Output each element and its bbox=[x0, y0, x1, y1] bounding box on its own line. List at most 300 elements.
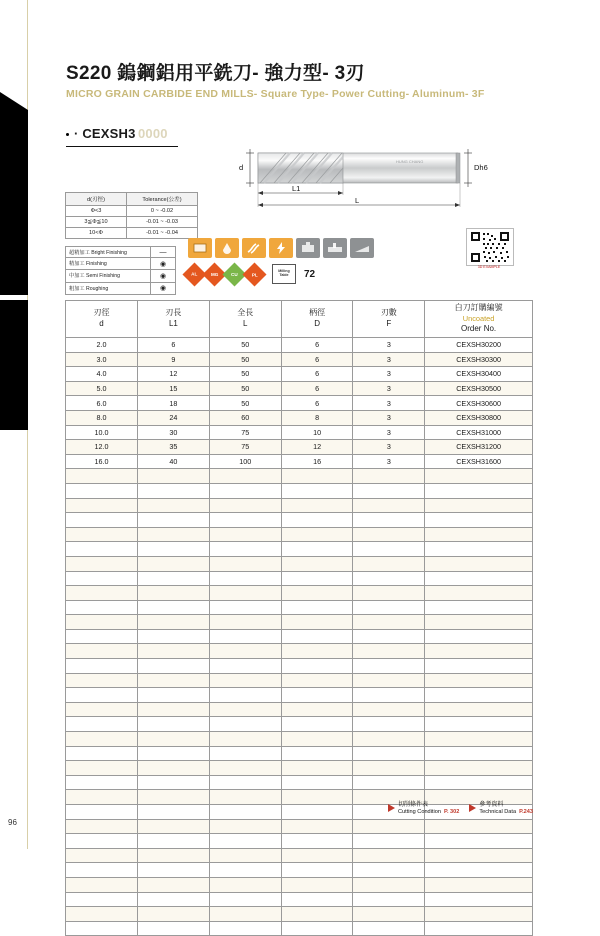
cell-empty bbox=[353, 527, 425, 542]
table-row-empty bbox=[66, 556, 533, 571]
cell-empty bbox=[209, 498, 281, 513]
col-header-flute-length bbox=[138, 301, 210, 338]
cell-empty bbox=[209, 513, 281, 528]
table-row-empty bbox=[66, 819, 533, 834]
table-row-empty bbox=[66, 907, 533, 922]
cell-empty bbox=[209, 688, 281, 703]
cell-empty bbox=[425, 907, 533, 922]
table-row-empty bbox=[66, 483, 533, 498]
table-row-empty bbox=[66, 746, 533, 761]
table-row bbox=[66, 282, 176, 294]
cell-empty bbox=[425, 600, 533, 615]
cell-value: 12 bbox=[281, 440, 353, 455]
tolerance-header-d: d(刃徑) bbox=[66, 193, 127, 206]
cell-empty bbox=[425, 688, 533, 703]
cell-empty bbox=[138, 498, 210, 513]
tolerance-header-tol: Tolerance(公差) bbox=[127, 193, 198, 206]
footer-technical-page: P.243 bbox=[519, 809, 533, 815]
cell-empty bbox=[66, 483, 138, 498]
cell-empty bbox=[425, 702, 533, 717]
cell-empty bbox=[425, 761, 533, 776]
cell-empty bbox=[281, 586, 353, 601]
col-header-shank-diameter bbox=[281, 301, 353, 338]
cell-empty bbox=[209, 673, 281, 688]
cell-empty bbox=[138, 586, 210, 601]
cell-empty bbox=[209, 775, 281, 790]
cell-empty bbox=[425, 863, 533, 878]
cell-value: 35 bbox=[138, 440, 210, 455]
table-row-empty bbox=[66, 921, 533, 936]
cell-empty bbox=[138, 556, 210, 571]
triangle-icon bbox=[469, 804, 476, 812]
cell-value: 12 bbox=[138, 367, 210, 382]
cell-empty bbox=[66, 600, 138, 615]
cell-empty bbox=[138, 673, 210, 688]
cell-value: 75 bbox=[209, 425, 281, 440]
cell-value: 6 bbox=[281, 352, 353, 367]
cell-empty bbox=[138, 863, 210, 878]
cell-empty bbox=[209, 483, 281, 498]
cell-value: 3 bbox=[353, 410, 425, 425]
coolant-icon bbox=[215, 238, 239, 258]
cell-empty bbox=[138, 542, 210, 557]
cell-empty bbox=[209, 732, 281, 747]
cell-empty bbox=[425, 556, 533, 571]
cell-value: 3 bbox=[353, 338, 425, 353]
cell-value: 3 bbox=[353, 440, 425, 455]
cell-empty bbox=[353, 775, 425, 790]
cell-empty bbox=[353, 659, 425, 674]
cell-empty bbox=[353, 629, 425, 644]
cell-empty bbox=[425, 542, 533, 557]
cell-value: 15 bbox=[138, 381, 210, 396]
cell-value: 24 bbox=[138, 410, 210, 425]
cell-empty bbox=[66, 673, 138, 688]
cell-empty bbox=[281, 921, 353, 936]
table-header-row bbox=[66, 301, 533, 338]
cell-empty bbox=[425, 673, 533, 688]
tolerance-range-1: Φ<3 bbox=[66, 206, 127, 217]
col-header-flute-length-code: L1 bbox=[168, 319, 178, 328]
cell-empty bbox=[425, 527, 533, 542]
cell-empty bbox=[353, 848, 425, 863]
cell-empty bbox=[281, 688, 353, 703]
table-row-empty bbox=[66, 761, 533, 776]
cell-value: 6 bbox=[281, 338, 353, 353]
cell-empty bbox=[138, 877, 210, 892]
cell-empty bbox=[138, 629, 210, 644]
cell-empty bbox=[138, 892, 210, 907]
material-badge-al-label: AL bbox=[191, 271, 198, 277]
table-row bbox=[66, 247, 176, 258]
footer-links bbox=[388, 802, 533, 815]
cell-empty bbox=[66, 498, 138, 513]
page-subtitle: MICRO GRAIN CARBIDE END MILLS- Square Type- Power Cutting- Aluminum- 3F bbox=[66, 88, 485, 100]
table-row-empty bbox=[66, 586, 533, 601]
cell-empty bbox=[353, 702, 425, 717]
cell-empty bbox=[138, 644, 210, 659]
table-row bbox=[66, 270, 176, 282]
cell-empty bbox=[353, 863, 425, 878]
cell-empty bbox=[138, 790, 210, 805]
cell-empty bbox=[281, 848, 353, 863]
cell-empty bbox=[209, 746, 281, 761]
tolerance-range-2: 3≦Φ≦10 bbox=[66, 217, 127, 228]
milling-table-line1: Milling bbox=[278, 269, 290, 274]
footer-cutting-zh: 切削條件表 bbox=[398, 801, 429, 808]
cell-empty bbox=[66, 542, 138, 557]
cell-empty bbox=[353, 834, 425, 849]
cell-empty bbox=[138, 483, 210, 498]
cell-value: 18 bbox=[138, 396, 210, 411]
svg-text:HUNG CHANG: HUNG CHANG bbox=[396, 159, 424, 164]
col-header-shank-diameter-code: D bbox=[314, 319, 320, 328]
cell-empty bbox=[209, 790, 281, 805]
cell-order-no: CEXSH30600 bbox=[425, 396, 533, 411]
cell-empty bbox=[66, 732, 138, 747]
table-row-empty bbox=[66, 775, 533, 790]
cell-empty bbox=[66, 834, 138, 849]
cell-value: 8 bbox=[281, 410, 353, 425]
cell-value: 75 bbox=[209, 440, 281, 455]
cell-empty bbox=[209, 644, 281, 659]
cell-value: 50 bbox=[209, 396, 281, 411]
series-code: · CEXSH3 bbox=[74, 126, 136, 141]
slot-icon bbox=[323, 238, 347, 258]
cell-value: 3 bbox=[353, 454, 425, 469]
cell-empty bbox=[209, 761, 281, 776]
table-row bbox=[66, 410, 533, 425]
cell-empty bbox=[66, 513, 138, 528]
cell-empty bbox=[66, 571, 138, 586]
cell-value: 50 bbox=[209, 367, 281, 382]
page-title: S220 鎢鋼鋁用平銑刀- 強力型- 3刃 bbox=[66, 63, 365, 84]
cell-value: 16 bbox=[281, 454, 353, 469]
col-header-diameter-code: d bbox=[99, 319, 104, 328]
svg-text:L: L bbox=[355, 196, 360, 205]
cell-empty bbox=[66, 921, 138, 936]
table-header-row bbox=[66, 193, 198, 206]
cell-empty bbox=[425, 892, 533, 907]
cell-order-no: CEXSH31000 bbox=[425, 425, 533, 440]
cell-empty bbox=[209, 863, 281, 878]
footer-link-cutting-condition[interactable] bbox=[388, 802, 459, 815]
cell-empty bbox=[209, 527, 281, 542]
finish-label-finishing: 精加工 Finishing bbox=[66, 258, 151, 270]
cell-empty bbox=[66, 848, 138, 863]
square-end-icon bbox=[188, 238, 212, 258]
table-row-empty bbox=[66, 717, 533, 732]
cell-empty bbox=[425, 717, 533, 732]
cell-empty bbox=[66, 790, 138, 805]
cell-empty bbox=[209, 921, 281, 936]
footer-technical-en: Technical Data bbox=[479, 808, 517, 815]
cell-empty bbox=[66, 702, 138, 717]
table-row-empty bbox=[66, 542, 533, 557]
cell-empty bbox=[138, 513, 210, 528]
cell-empty bbox=[138, 469, 210, 484]
cell-empty bbox=[281, 746, 353, 761]
table-row-empty bbox=[66, 732, 533, 747]
cell-value: 5.0 bbox=[66, 381, 138, 396]
cell-empty bbox=[281, 556, 353, 571]
col-header-diameter-zh: 刃徑 bbox=[93, 308, 110, 318]
cell-value: 30 bbox=[138, 425, 210, 440]
col-header-flute-length-zh: 刃長 bbox=[165, 308, 182, 318]
cell-empty bbox=[209, 892, 281, 907]
cell-value: 2.0 bbox=[66, 338, 138, 353]
cell-empty bbox=[281, 600, 353, 615]
cell-empty bbox=[209, 819, 281, 834]
tolerance-value-3: -0.01 ~ -0.04 bbox=[127, 228, 198, 239]
cell-empty bbox=[281, 469, 353, 484]
qr-code-icon bbox=[466, 228, 514, 266]
col-header-shank-diameter-zh: 柄徑 bbox=[309, 308, 326, 318]
cell-empty bbox=[138, 761, 210, 776]
table-row bbox=[66, 425, 533, 440]
cell-empty bbox=[138, 600, 210, 615]
cell-empty bbox=[353, 907, 425, 922]
cell-empty bbox=[209, 600, 281, 615]
material-badge-pl bbox=[242, 262, 266, 286]
table-row bbox=[66, 454, 533, 469]
cell-empty bbox=[138, 615, 210, 630]
product-table-body bbox=[66, 338, 533, 936]
table-row bbox=[66, 217, 198, 228]
sidebar-tab-series bbox=[0, 110, 28, 295]
series-underline bbox=[66, 146, 178, 147]
table-row-empty bbox=[66, 702, 533, 717]
bolt-icon bbox=[269, 238, 293, 258]
cell-empty bbox=[353, 673, 425, 688]
col-header-order-no-zh: 白刀訂購編號 bbox=[454, 303, 503, 313]
cell-value: 60 bbox=[209, 410, 281, 425]
helix-icon bbox=[242, 238, 266, 258]
cell-empty bbox=[209, 702, 281, 717]
table-row-empty bbox=[66, 848, 533, 863]
milling-table-page: 72 bbox=[304, 268, 316, 280]
cell-empty bbox=[281, 717, 353, 732]
cell-empty bbox=[209, 542, 281, 557]
cell-empty bbox=[209, 586, 281, 601]
cell-empty bbox=[353, 600, 425, 615]
cell-empty bbox=[138, 775, 210, 790]
cell-empty bbox=[353, 542, 425, 557]
cell-empty bbox=[66, 586, 138, 601]
cell-value: 8.0 bbox=[66, 410, 138, 425]
material-badge-strip bbox=[186, 264, 315, 284]
table-row bbox=[66, 440, 533, 455]
triangle-icon bbox=[388, 804, 395, 812]
cell-value: 16.0 bbox=[66, 454, 138, 469]
cell-empty bbox=[66, 688, 138, 703]
cell-empty bbox=[281, 892, 353, 907]
table-row bbox=[66, 206, 198, 217]
cell-empty bbox=[425, 644, 533, 659]
cell-empty bbox=[353, 483, 425, 498]
table-row-empty bbox=[66, 469, 533, 484]
page-number: 96 bbox=[8, 818, 17, 827]
table-row-empty bbox=[66, 863, 533, 878]
cell-empty bbox=[66, 819, 138, 834]
cell-empty bbox=[66, 717, 138, 732]
cell-order-no: CEXSH30500 bbox=[425, 381, 533, 396]
cell-value: 3 bbox=[353, 352, 425, 367]
svg-text:Dh6: Dh6 bbox=[474, 163, 488, 172]
col-header-overall-length-code: L bbox=[243, 319, 248, 328]
cell-empty bbox=[353, 877, 425, 892]
finish-mark-roughing: ◉ bbox=[151, 282, 176, 294]
table-row-empty bbox=[66, 659, 533, 674]
material-badge-mg-label: MG bbox=[210, 271, 219, 277]
cell-empty bbox=[281, 877, 353, 892]
milling-table-line2: Table bbox=[279, 273, 289, 277]
cell-order-no: CEXSH30800 bbox=[425, 410, 533, 425]
cell-empty bbox=[138, 819, 210, 834]
cell-value: 10.0 bbox=[66, 425, 138, 440]
cell-empty bbox=[138, 527, 210, 542]
cell-value: 6 bbox=[281, 381, 353, 396]
cell-empty bbox=[281, 805, 353, 820]
cell-empty bbox=[138, 732, 210, 747]
cell-empty bbox=[281, 629, 353, 644]
cell-empty bbox=[209, 877, 281, 892]
cell-empty bbox=[425, 513, 533, 528]
cell-value: 3 bbox=[353, 425, 425, 440]
cell-empty bbox=[66, 863, 138, 878]
cell-empty bbox=[425, 819, 533, 834]
cell-empty bbox=[353, 746, 425, 761]
cell-empty bbox=[425, 746, 533, 761]
cell-empty bbox=[209, 907, 281, 922]
cell-empty bbox=[353, 469, 425, 484]
svg-text:L1: L1 bbox=[292, 184, 301, 193]
cell-value: 3.0 bbox=[66, 352, 138, 367]
cell-empty bbox=[66, 746, 138, 761]
table-row-empty bbox=[66, 688, 533, 703]
finish-label-roughing: 粗加工 Roughing bbox=[66, 282, 151, 294]
tolerance-table bbox=[65, 192, 198, 239]
col-header-flutes-code: F bbox=[386, 319, 392, 328]
cell-value: 9 bbox=[138, 352, 210, 367]
cell-order-no: CEXSH30200 bbox=[425, 338, 533, 353]
cell-empty bbox=[353, 732, 425, 747]
cell-empty bbox=[281, 834, 353, 849]
cell-value: 40 bbox=[138, 454, 210, 469]
cell-empty bbox=[138, 921, 210, 936]
cell-empty bbox=[353, 498, 425, 513]
ramp-icon bbox=[350, 238, 374, 258]
cell-value: 3 bbox=[353, 396, 425, 411]
cell-empty bbox=[66, 629, 138, 644]
cell-empty bbox=[209, 848, 281, 863]
col-header-flutes-zh: 刃數 bbox=[380, 308, 397, 318]
material-badge-cu-label: CU bbox=[231, 271, 238, 277]
tool-drawing bbox=[228, 135, 518, 225]
footer-technical-zh: 參考資料 bbox=[479, 801, 504, 808]
cell-empty bbox=[281, 790, 353, 805]
cell-empty bbox=[281, 615, 353, 630]
cell-empty bbox=[209, 615, 281, 630]
cell-value: 10 bbox=[281, 425, 353, 440]
cell-empty bbox=[425, 921, 533, 936]
series-bullet-icon bbox=[66, 133, 69, 136]
col-header-order-no-code: Order No. bbox=[461, 323, 497, 333]
cell-empty bbox=[138, 717, 210, 732]
cell-order-no: CEXSH31600 bbox=[425, 454, 533, 469]
cell-empty bbox=[281, 483, 353, 498]
table-row-empty bbox=[66, 892, 533, 907]
cell-empty bbox=[425, 629, 533, 644]
cell-empty bbox=[281, 673, 353, 688]
feature-icon-strip bbox=[188, 238, 374, 258]
cell-value: 50 bbox=[209, 352, 281, 367]
table-row-empty bbox=[66, 498, 533, 513]
finish-mark-finishing: ◉ bbox=[151, 258, 176, 270]
cell-value: 6 bbox=[138, 338, 210, 353]
col-header-flutes bbox=[353, 301, 425, 338]
table-row bbox=[66, 228, 198, 239]
table-row-empty bbox=[66, 629, 533, 644]
cell-empty bbox=[425, 848, 533, 863]
table-row-empty bbox=[66, 877, 533, 892]
cell-empty bbox=[353, 819, 425, 834]
cell-empty bbox=[425, 498, 533, 513]
cell-empty bbox=[281, 644, 353, 659]
cell-empty bbox=[281, 659, 353, 674]
cell-empty bbox=[281, 863, 353, 878]
cell-empty bbox=[66, 644, 138, 659]
col-header-order-no bbox=[425, 301, 533, 338]
cell-empty bbox=[281, 498, 353, 513]
col-header-diameter bbox=[66, 301, 138, 338]
cell-value: 12.0 bbox=[66, 440, 138, 455]
table-row bbox=[66, 258, 176, 270]
cell-empty bbox=[66, 556, 138, 571]
cell-empty bbox=[209, 659, 281, 674]
cell-empty bbox=[281, 513, 353, 528]
table-row-empty bbox=[66, 615, 533, 630]
cell-empty bbox=[138, 907, 210, 922]
svg-text:d: d bbox=[239, 163, 244, 172]
table-row bbox=[66, 352, 533, 367]
cell-empty bbox=[425, 775, 533, 790]
cell-value: 3 bbox=[353, 381, 425, 396]
footer-cutting-page: P. 302 bbox=[443, 809, 460, 815]
product-table bbox=[65, 300, 533, 936]
cell-empty bbox=[209, 571, 281, 586]
table-row-empty bbox=[66, 600, 533, 615]
cell-empty bbox=[66, 907, 138, 922]
cell-empty bbox=[425, 469, 533, 484]
cell-empty bbox=[66, 527, 138, 542]
cell-empty bbox=[209, 629, 281, 644]
cell-empty bbox=[209, 556, 281, 571]
cell-empty bbox=[281, 571, 353, 586]
cell-value: 6 bbox=[281, 396, 353, 411]
cell-order-no: CEXSH30400 bbox=[425, 367, 533, 382]
cell-empty bbox=[425, 732, 533, 747]
cell-order-no: CEXSH31200 bbox=[425, 440, 533, 455]
footer-link-technical-data[interactable] bbox=[469, 802, 533, 815]
cell-empty bbox=[353, 644, 425, 659]
cell-empty bbox=[66, 775, 138, 790]
cell-empty bbox=[281, 542, 353, 557]
cell-empty bbox=[209, 834, 281, 849]
cell-empty bbox=[209, 805, 281, 820]
table-row-empty bbox=[66, 527, 533, 542]
cell-empty bbox=[353, 513, 425, 528]
